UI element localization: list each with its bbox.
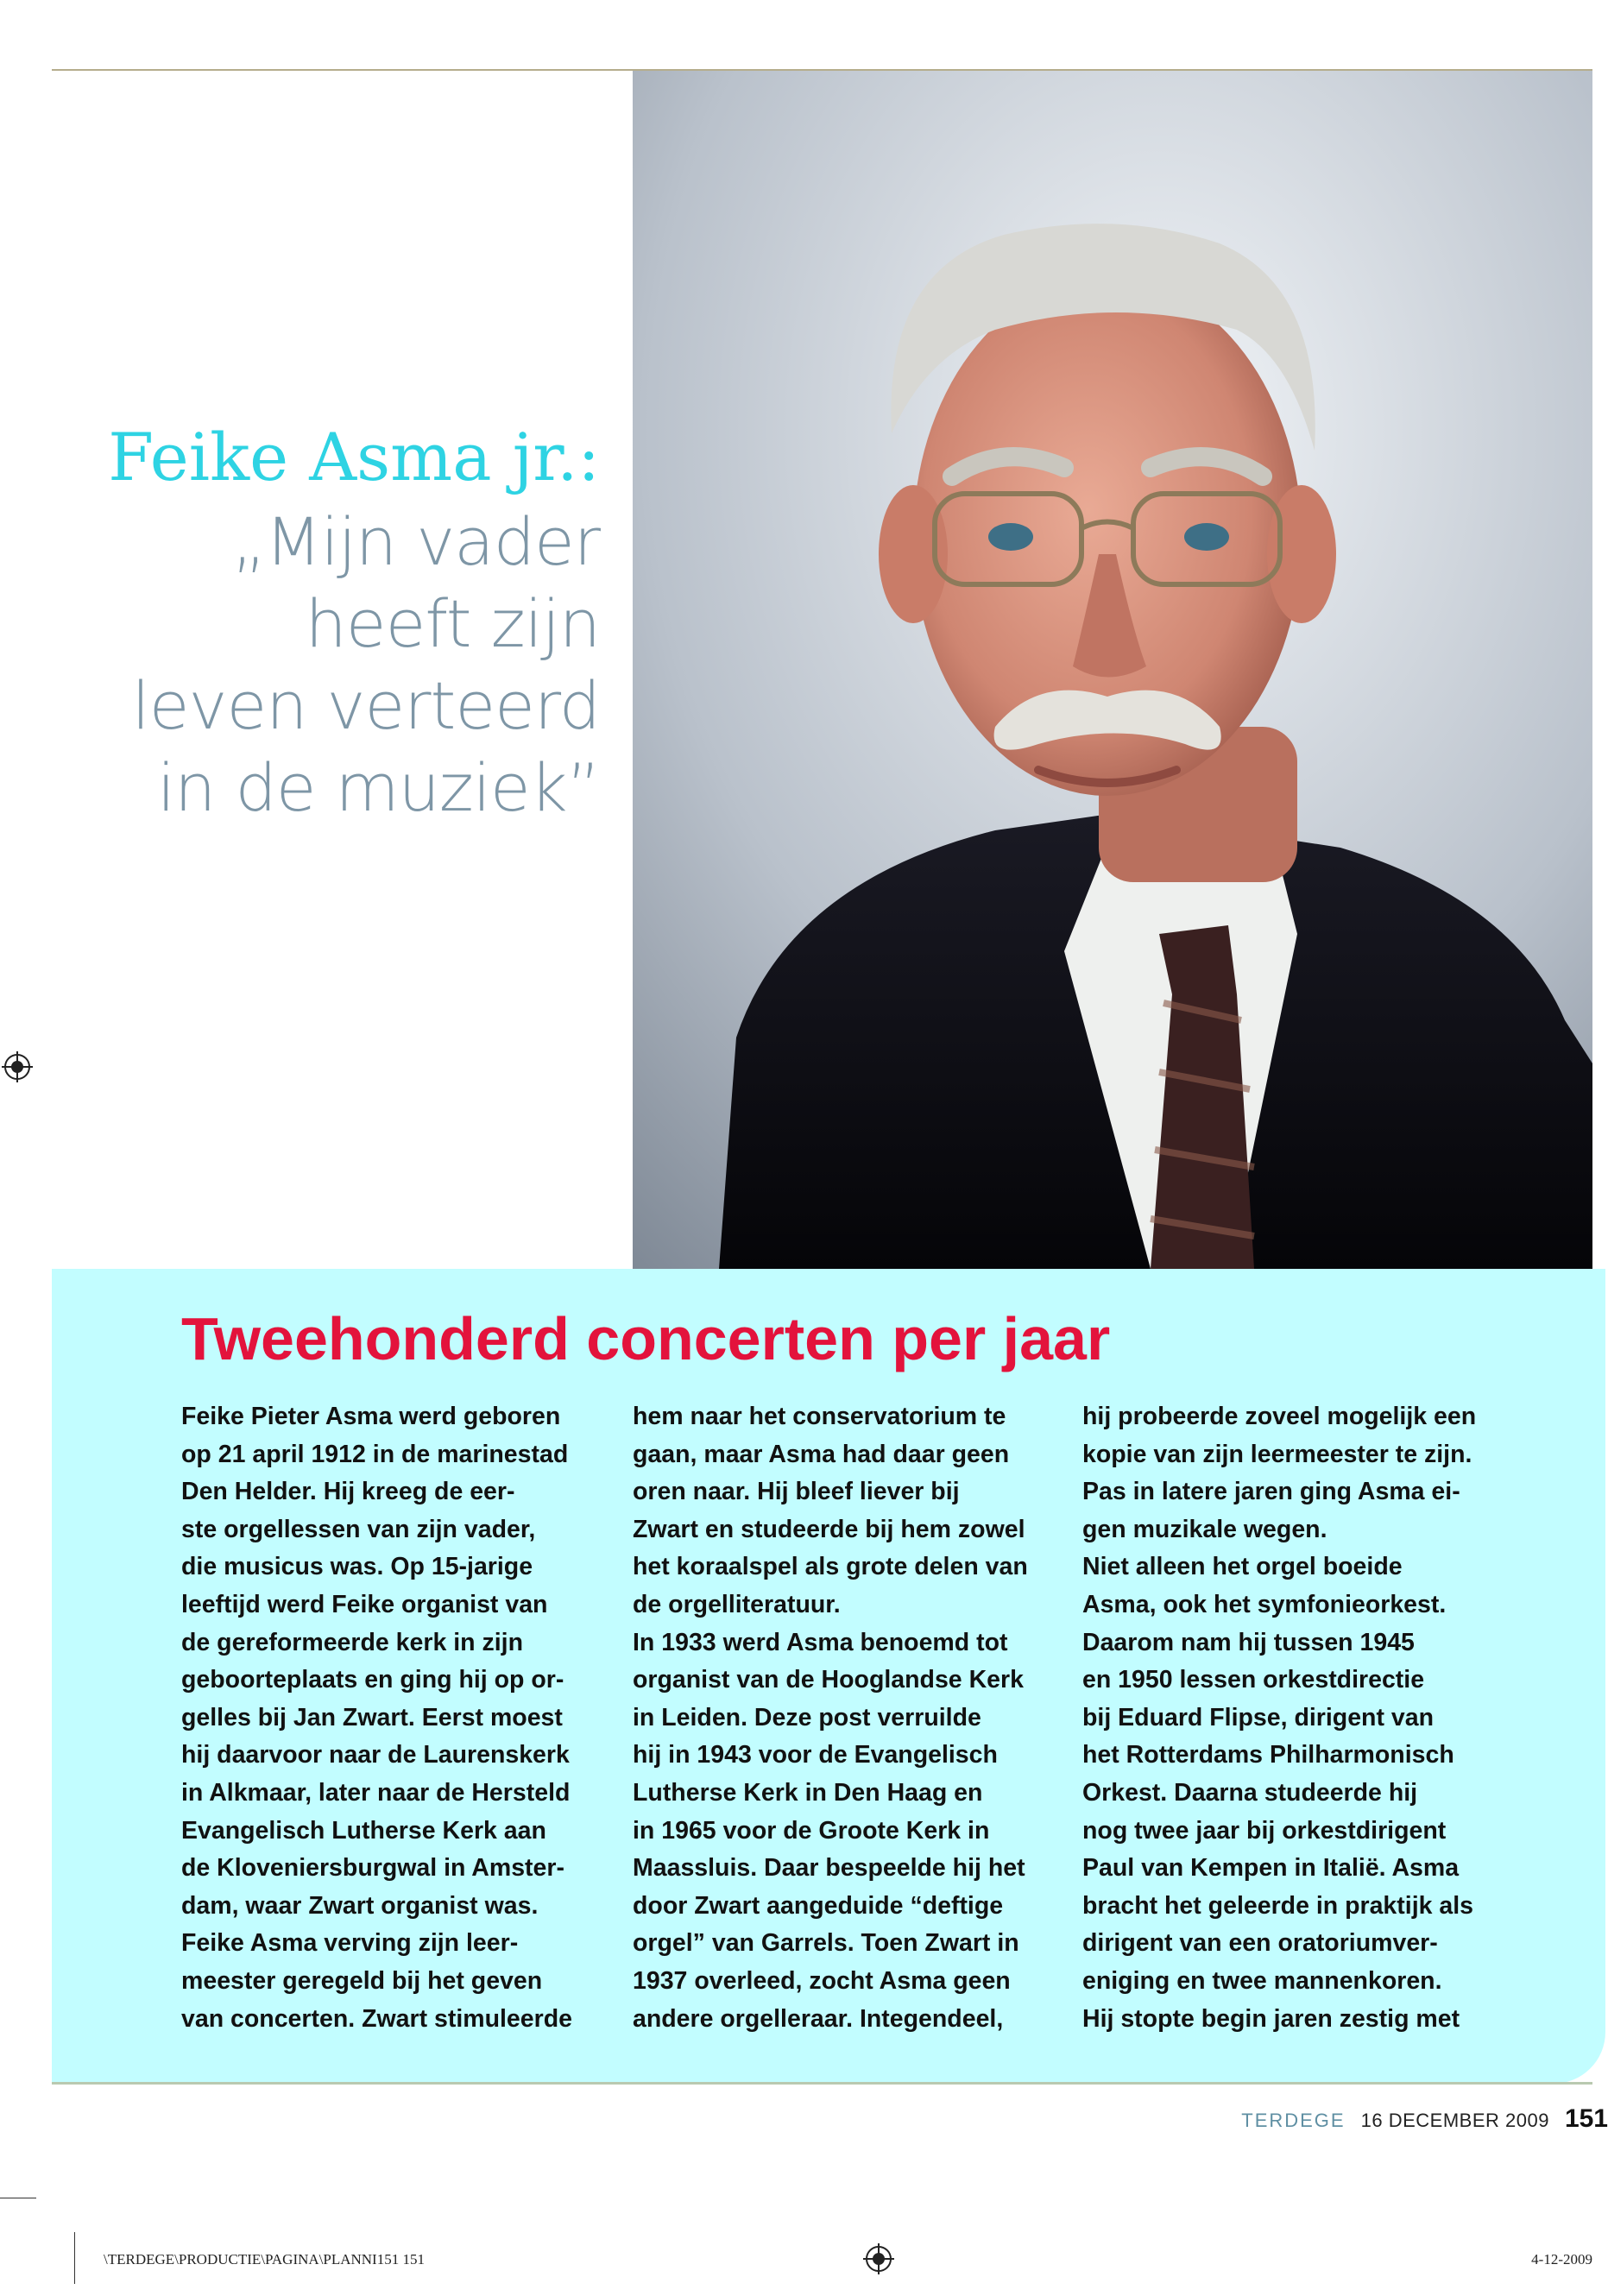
text-line: Lutherse Kerk in Den Haag en <box>633 1778 983 1807</box>
text-line: in Leiden. Deze post verruilde <box>633 1703 981 1731</box>
text-line: gelles bij Jan Zwart. Eerst moest <box>181 1703 563 1731</box>
text-line: het koraalspel als grote delen van <box>633 1553 1028 1581</box>
headline-quote-line: in de muziek” <box>157 749 600 826</box>
panel-divider <box>52 2082 1592 2085</box>
text-line: Den Helder. Hij kreeg de eer- <box>181 1478 515 1506</box>
text-line: op 21 april 1912 in de marinestad <box>181 1440 569 1468</box>
text-line: Niet alleen het orgel boeide <box>1082 1553 1403 1581</box>
text-line: meester geregeld bij het geven <box>181 1966 543 1995</box>
portrait-photo-icon <box>633 71 1592 1269</box>
print-slug-path: \TERDEGE\PRODUCTIE\PAGINA\PLANNI151 151 <box>104 2251 425 2268</box>
text-line: 1937 overleed, zocht Asma geen <box>633 1966 1011 1995</box>
page-footer <box>1241 2104 1608 2139</box>
headline-quote-line: „Mijn vader <box>231 503 600 580</box>
crop-mark <box>74 2232 75 2284</box>
text-line: Orkest. Daarna studeerde hij <box>1082 1778 1418 1807</box>
text-line: ste orgellessen van zijn vader, <box>181 1515 536 1543</box>
text-column-2 <box>633 1398 1064 2038</box>
text-line: Evangelisch Lutherse Kerk aan <box>181 1816 546 1845</box>
text-line: hij probeerde zoveel mogelijk een <box>1082 1403 1477 1430</box>
text-line: leeftijd werd Feike organist van <box>181 1590 548 1618</box>
text-line: Daarom nam hij tussen 1945 <box>1082 1628 1415 1656</box>
text-line: gaan, maar Asma had daar geen <box>633 1440 1010 1468</box>
text-line: Pas in latere jaren ging Asma ei- <box>1082 1478 1460 1506</box>
text-line: Maassluis. Daar bespeelde hij het <box>633 1854 1025 1883</box>
text-line: dirigent van een oratoriumver- <box>1082 1929 1438 1958</box>
text-line: Zwart en studeerde bij hem zowel <box>633 1515 1025 1543</box>
registration-mark-icon <box>2 1051 33 1082</box>
text-line: in 1965 voor de Groote Kerk in <box>633 1816 990 1845</box>
registration-mark-icon <box>863 2243 894 2274</box>
text-line: die musicus was. Op 15-jarige <box>181 1553 533 1581</box>
text-line: van concerten. Zwart stimuleerde <box>181 2004 572 2033</box>
text-line: het Rotterdams Philharmonisch <box>1082 1741 1454 1769</box>
text-line: in Alkmaar, later naar de Hersteld <box>181 1778 571 1807</box>
headline-quote-line: heeft zijn <box>305 585 600 662</box>
text-line: orgel” van Garrels. Toen Zwart in <box>633 1929 1019 1958</box>
headline-quote-line: leven verteerd <box>131 667 600 744</box>
text-column-1 <box>181 1398 613 2038</box>
text-line: In 1933 werd Asma benoemd tot <box>633 1628 1008 1656</box>
text-line: Asma, ook het symfonieorkest. <box>1082 1590 1447 1618</box>
text-line: Feike Pieter Asma werd geboren <box>181 1403 561 1430</box>
text-line: oren naar. Hij bleef liever bij <box>633 1478 960 1506</box>
text-column-3 <box>1082 1398 1514 2038</box>
headline <box>0 414 600 829</box>
text-line: Hij stopte begin jaren zestig met <box>1082 2004 1460 2033</box>
print-slug-date: 4-12-2009 <box>1531 2251 1592 2268</box>
page-number: 151 <box>1564 2104 1608 2133</box>
text-line: nog twee jaar bij orkestdirigent <box>1082 1816 1447 1845</box>
portrait-photo <box>633 71 1592 1269</box>
headline-quote <box>0 501 600 829</box>
text-line: hij daarvoor naar de Laurenskerk <box>181 1741 570 1769</box>
text-line: de Kloveniersburgwal in Amster- <box>181 1854 564 1883</box>
text-line: hem naar het conservatorium te <box>633 1403 1006 1430</box>
text-line: eniging en twee mannenkoren. <box>1082 1966 1442 1995</box>
text-line: hij in 1943 voor de Evangelisch <box>633 1741 998 1769</box>
text-line: de gereformeerde kerk in zijn <box>181 1628 523 1656</box>
section-title: Tweehonderd concerten per jaar <box>181 1305 1111 1372</box>
issue-date: 16 DECEMBER 2009 <box>1360 2110 1549 2131</box>
text-line: en 1950 lessen orkestdirectie <box>1082 1666 1425 1694</box>
text-line: bracht het geleerde in praktijk als <box>1082 1891 1473 1920</box>
text-line: dam, waar Zwart organist was. <box>181 1891 539 1920</box>
text-line: gen muzikale wegen. <box>1082 1515 1327 1543</box>
headline-name: Feike Asma jr.: <box>108 419 600 495</box>
text-line: Paul van Kempen in Italië. Asma <box>1082 1854 1460 1883</box>
text-line: bij Eduard Flipse, dirigent van <box>1082 1703 1434 1731</box>
text-line: Feike Asma verving zijn leer- <box>181 1929 519 1958</box>
text-line: andere orgelleraar. Integendeel, <box>633 2004 1004 2033</box>
text-line: de orgelliteratuur. <box>633 1590 841 1618</box>
magazine-name: TERDEGE <box>1241 2110 1346 2131</box>
text-line: kopie van zijn leermeester te zijn. <box>1082 1440 1472 1468</box>
text-line: geboorteplaats en ging hij op or- <box>181 1666 564 1694</box>
text-line: organist van de Hooglandse Kerk <box>633 1666 1024 1694</box>
text-line: door Zwart aangeduide “deftige <box>633 1891 1004 1920</box>
